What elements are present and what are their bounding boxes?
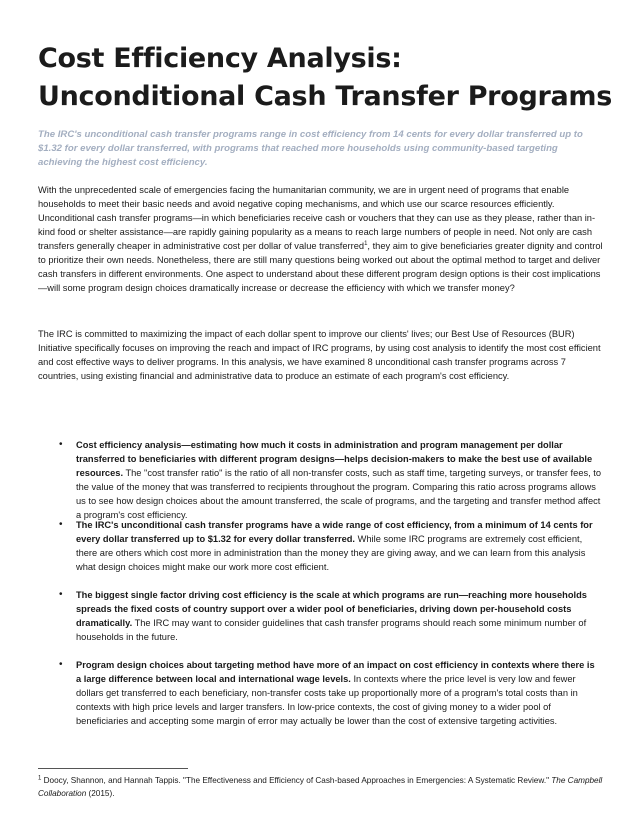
- list-item-text: [76, 518, 602, 574]
- footnote-number: 1: [38, 775, 42, 782]
- list-item-text: [76, 438, 602, 522]
- bullet-marker: •: [59, 589, 63, 600]
- bullet-marker: •: [59, 519, 63, 530]
- list-item-body: In contexts where the price level is very low and fewer dollars get transferred to each beneficiary, non-transfer costs take up proportionally more of a program's total costs than in contexts with high price levels and larger transfers. In low-price contexts, the cost of giving money to a wider pool of beneficiaries and accepting some margin of error may actually be lower than the cost of extensive targeting activities.: [76, 674, 578, 726]
- footnote-reference: 1: [364, 240, 368, 247]
- list-item-body: The "cost transfer ratio" is the ratio of all non-transfer costs, such as staff time, targeting surveys, or transfer fees, to the value of the money that was transferred to recipients throughout the program. Comparing this ratio across programs allows us to see how design choices about the amount transferred, the scale of programs, and the targeting and transfer method affect a program's cost efficiency.: [76, 468, 602, 520]
- list-item-body: The IRC may want to consider guidelines that cash transfer programs should reach some minimum number of households in the future.: [76, 618, 587, 642]
- title-line-1: Cost Efficiency Analysis:: [38, 43, 402, 74]
- list-item-bold: The biggest single factor driving cost efficiency is the scale at which programs are run—reaching more households spreads the fixed costs of country support over a wider pool of beneficiaries, driving down per-household costs dramatically.: [76, 590, 587, 628]
- list-item-bold: Cost efficiency analysis—estimating how much it costs in administration and program management per dollar transferred to beneficiaries with different program designs—helps decision-makers to make the best use of available resources.: [76, 440, 593, 478]
- footnote-year: (2015).: [86, 789, 115, 798]
- bullet-marker: •: [59, 439, 63, 450]
- list-item-body: While some IRC programs are extremely cost efficient, there are others which cost more in administration than the money they are giving away, and we can learn from this analysis what design choices might make our work more cost efficient.: [76, 534, 586, 572]
- footnote-citation: Doocy, Shannon, and Hannah Tappis. "The Effectiveness and Efficiency of Cash-based Approaches in Emergencies: A Systematic Review.": [41, 776, 552, 785]
- intro-paragraph: [38, 183, 604, 295]
- intro-text-part-2: , they aim to give beneficiaries greater dignity and control to prioritize their own needs. Nonetheless, there are still many questions being worked out about the optimal method to target and deliver cash transfers in different environments. One aspect to understand about these different program design options is their cost implications—will some program design choices dramatically increase or decrease the efficiency with which we transfer money?: [38, 241, 603, 293]
- list-item-bold: Program design choices about targeting method have more of an impact on cost efficiency in contexts where there is a large difference between local and international wage levels.: [76, 660, 595, 684]
- footnote-divider: [38, 768, 188, 769]
- list-item-text: [76, 658, 602, 728]
- list-item-text: [76, 588, 602, 644]
- bur-paragraph: The IRC is committed to maximizing the impact of each dollar spent to improve our clients' lives; our Best Use of Resources (BUR) Initiative specifically focuses on improving the reach and impact of IRC programs, by using cost analysis to identify the most cost efficient and cost effective ways to deliver programs. In this analysis, we have examined 8 unconditional cash transfer programs across 7 countries, using existing financial and administrative data to produce an estimate of each program's cost efficiency.: [38, 329, 601, 381]
- summary-subtitle: The IRC's unconditional cash transfer programs range in cost efficiency from 14 cents for every dollar transferred up to $1.32 for every dollar transferred, with programs that reached more households using community-based targeting achieving the highest cost efficiency.: [38, 129, 583, 168]
- footnote-source: The Campbell Collaboration: [38, 776, 603, 798]
- list-item-bold: The IRC's unconditional cash transfer programs have a wide range of cost efficiency, from a minimum of 14 cents for every dollar transferred up to $1.32 for every dollar transferred.: [76, 520, 593, 544]
- intro-text-part-1: With the unprecedented scale of emergencies facing the humanitarian community, we are in urgent need of programs that enable households to meet their basic needs and avoid negative coping mechanisms, and which use our scarce resources efficiently. Unconditional cash transfer programs—in which beneficiaries receive cash or vouchers that they can use as they please, rather than in-kind food or shelter assistance—are rapidly gaining popularity as a means to reach large numbers of people in need. Not only are cash transfers generally cheaper in administrative cost per dollar of value transferred: [38, 185, 596, 251]
- page-title: [38, 40, 618, 116]
- bullet-marker: •: [59, 659, 63, 670]
- footnote: [38, 774, 604, 800]
- title-line-2: Unconditional Cash Transfer Programs: [38, 81, 613, 112]
